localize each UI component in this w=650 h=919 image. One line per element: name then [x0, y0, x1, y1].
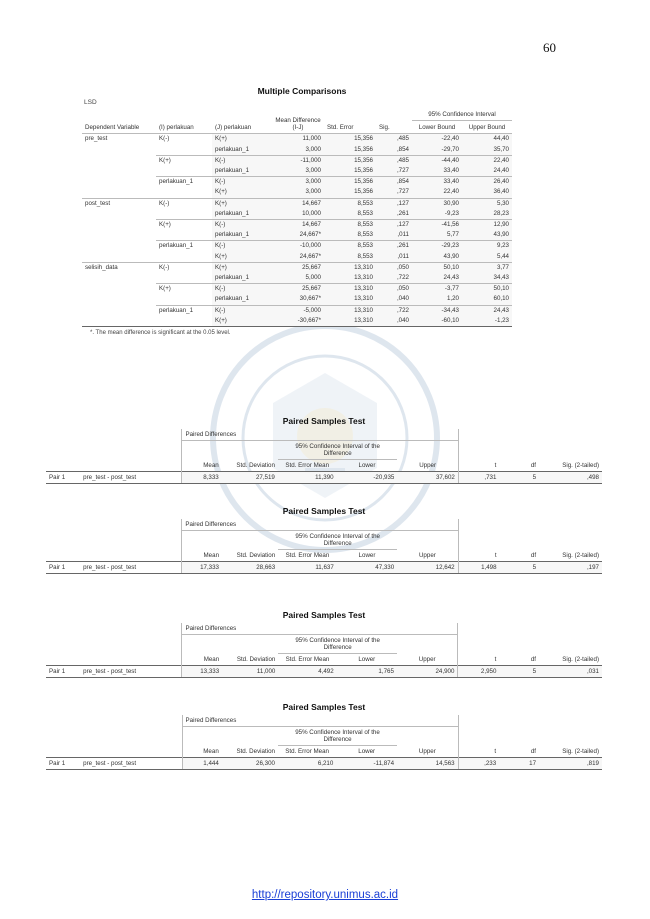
mean-difference-cell: -10,000 — [272, 241, 324, 252]
upper-header: Upper — [418, 656, 436, 663]
sig-cell: ,127 — [376, 198, 412, 209]
sig-cell: ,040 — [376, 316, 412, 327]
repository-link[interactable]: http://repository.unimus.ac.id — [251, 889, 399, 901]
sig-cell: ,854 — [376, 177, 412, 188]
lower-bound-cell: 1,20 — [412, 294, 462, 305]
lower-bound-cell: 30,90 — [412, 198, 462, 209]
multiple-comparisons-section — [82, 86, 522, 336]
j-perlakuan-cell: K(+) — [212, 262, 272, 273]
std-error-cell: 15,356 — [324, 177, 376, 188]
sig-cell: ,261 — [376, 241, 412, 252]
pair-variables: pre_test - post_test — [80, 758, 169, 770]
j-perlakuan-cell: perlakuan_1 — [212, 294, 272, 305]
comparison-row — [82, 273, 512, 284]
j-perlakuan-cell: perlakuan_1 — [212, 209, 272, 220]
header-upper-bound: Upper Bound — [468, 124, 506, 132]
dependent-variable-cell — [82, 284, 156, 295]
df-value: 5 — [499, 472, 539, 484]
j-perlakuan-cell: perlakuan_1 — [212, 166, 272, 177]
i-perlakuan-cell: K(+) — [156, 220, 212, 231]
paired-differences-header: Paired Differences — [182, 715, 458, 727]
sig-cell: ,050 — [376, 262, 412, 273]
dependent-variable-cell — [82, 241, 156, 252]
j-perlakuan-cell: K(+) — [212, 187, 272, 198]
mean-difference-cell: -30,667* — [272, 316, 324, 327]
lower-bound-cell: -29,23 — [412, 241, 462, 252]
header-dependent-variable: Dependent Variable — [85, 124, 140, 132]
comparison-row — [82, 187, 512, 198]
lower-header: Lower — [358, 748, 376, 755]
std-deviation-value: 28,663 — [222, 562, 278, 574]
pair-variables: pre_test - post_test — [80, 562, 169, 574]
std-error-cell: 15,356 — [324, 166, 376, 177]
mean-difference-cell: 25,667 — [272, 284, 324, 295]
comparison-row — [82, 252, 512, 263]
comparison-row — [82, 316, 512, 327]
std-error-cell: 8,553 — [324, 241, 376, 252]
paired-test-row — [46, 472, 602, 484]
comparison-row — [82, 177, 512, 188]
dependent-variable-cell — [82, 166, 156, 177]
sig-value: ,031 — [539, 666, 602, 678]
std-error-cell: 13,310 — [324, 294, 376, 305]
j-perlakuan-cell: perlakuan_1 — [212, 273, 272, 284]
mean-difference-cell: 3,000 — [272, 177, 324, 188]
std-error-mean-header: Std. Error Mean — [285, 462, 330, 469]
upper-bound-cell: 43,90 — [462, 230, 512, 241]
mean-difference-cell: -5,000 — [272, 305, 324, 316]
comparison-row — [82, 155, 512, 166]
header-j-perlakuan: (J) perlakuan — [215, 124, 252, 132]
header-std-error: Std. Error — [327, 124, 354, 132]
i-perlakuan-cell — [156, 145, 212, 156]
lower-bound-cell: -9,23 — [412, 209, 462, 220]
paired-test-title: Paired Samples Test — [282, 506, 366, 516]
pair-label: Pair 1 — [46, 758, 80, 770]
upper-bound-cell: 9,23 — [462, 241, 512, 252]
header-mean-difference: Mean Difference (I-J) — [275, 117, 321, 132]
upper-bound-cell: 26,40 — [462, 177, 512, 188]
dependent-variable-cell — [82, 220, 156, 231]
comparison-row — [82, 305, 512, 316]
std-error-cell: 15,356 — [324, 187, 376, 198]
dependent-variable-cell: selisih_data — [82, 262, 156, 273]
upper-bound-cell: 22,40 — [462, 155, 512, 166]
df-value: 17 — [499, 758, 539, 770]
lower-bound-cell: -29,70 — [412, 145, 462, 156]
upper-value: 37,602 — [397, 472, 458, 484]
upper-bound-cell: -1,23 — [462, 316, 512, 327]
mean-difference-cell: 3,000 — [272, 166, 324, 177]
sig-two-tailed-header: Sig. (2-tailed) — [562, 552, 599, 559]
sig-cell: ,127 — [376, 220, 412, 231]
std-error-cell: 8,553 — [324, 198, 376, 209]
j-perlakuan-cell: K(-) — [212, 305, 272, 316]
mean-difference-cell: 5,000 — [272, 273, 324, 284]
multiple-comparisons-title: Multiple Comparisons — [257, 86, 347, 96]
j-perlakuan-cell: K(-) — [212, 155, 272, 166]
comparison-row — [82, 134, 512, 145]
paired-samples-test-3 — [46, 610, 602, 678]
i-perlakuan-cell — [156, 166, 212, 177]
j-perlakuan-cell: K(+) — [212, 252, 272, 263]
page-number: 60 — [543, 40, 556, 55]
confidence-interval-header: 95% Confidence Interval of the Difference — [278, 635, 397, 654]
mean-value: 17,333 — [182, 562, 222, 574]
sig-two-tailed-header: Sig. (2-tailed) — [562, 656, 599, 663]
df-header: df — [530, 552, 537, 559]
upper-bound-cell: 12,90 — [462, 220, 512, 231]
comparison-row — [82, 294, 512, 305]
i-perlakuan-cell — [156, 294, 212, 305]
mean-difference-cell: 3,000 — [272, 187, 324, 198]
std-error-cell: 13,310 — [324, 273, 376, 284]
upper-value: 24,900 — [397, 666, 458, 678]
lower-bound-cell: 43,90 — [412, 252, 462, 263]
dependent-variable-cell — [82, 145, 156, 156]
mean-value: 13,333 — [182, 666, 222, 678]
sig-cell: ,727 — [376, 187, 412, 198]
sig-two-tailed-header: Sig. (2-tailed) — [562, 748, 599, 755]
std-error-mean-value: 6,210 — [278, 758, 336, 770]
paired-samples-test-4 — [46, 702, 602, 770]
upper-header: Upper — [419, 462, 437, 469]
dependent-variable-cell — [82, 316, 156, 327]
sig-cell: ,485 — [376, 134, 412, 145]
t-value: ,731 — [458, 472, 499, 484]
lower-bound-cell: 50,10 — [412, 262, 462, 273]
confidence-interval-header: 95% Confidence Interval of the Difference — [278, 727, 397, 746]
comparison-row — [82, 284, 512, 295]
std-error-cell: 13,310 — [324, 305, 376, 316]
paired-test-row — [46, 666, 602, 678]
upper-header: Upper — [418, 748, 436, 755]
lower-bound-cell: -41,56 — [412, 220, 462, 231]
comparison-row — [82, 262, 512, 273]
std-error-mean-header: Std. Error Mean — [285, 552, 330, 559]
std-deviation-header: Std. Deviation — [236, 656, 276, 663]
paired-samples-table — [46, 623, 602, 678]
comparison-row — [82, 145, 512, 156]
upper-bound-cell: 36,40 — [462, 187, 512, 198]
j-perlakuan-cell: perlakuan_1 — [212, 145, 272, 156]
sig-value: ,197 — [539, 562, 602, 574]
i-perlakuan-cell: K(+) — [156, 284, 212, 295]
upper-bound-cell: 34,43 — [462, 273, 512, 284]
i-perlakuan-cell: perlakuan_1 — [156, 241, 212, 252]
upper-value: 12,642 — [397, 562, 458, 574]
mean-difference-cell: 24,667* — [272, 252, 324, 263]
std-error-cell: 8,553 — [324, 230, 376, 241]
upper-value: 14,563 — [397, 758, 458, 770]
j-perlakuan-cell: K(-) — [212, 284, 272, 295]
lower-value: -20,935 — [337, 472, 398, 484]
lower-value: 47,330 — [337, 562, 397, 574]
mean-difference-cell: 24,667* — [272, 230, 324, 241]
header-lower-bound: Lower Bound — [418, 124, 456, 132]
lower-bound-cell: 24,43 — [412, 273, 462, 284]
paired-samples-table — [46, 715, 602, 770]
lower-value: -11,874 — [336, 758, 397, 770]
sig-two-tailed-header: Sig. (2-tailed) — [562, 462, 599, 469]
lower-bound-cell: 22,40 — [412, 187, 462, 198]
pair-label: Pair 1 — [46, 562, 80, 574]
upper-bound-cell: 3,77 — [462, 262, 512, 273]
std-error-mean-value: 4,492 — [278, 666, 336, 678]
std-error-mean-header: Std. Error Mean — [285, 748, 329, 755]
std-error-mean-value: 11,637 — [278, 562, 337, 574]
lower-header: Lower — [358, 656, 376, 663]
confidence-interval-header: 95% Confidence Interval of the Difference — [278, 441, 397, 460]
sig-cell: ,722 — [376, 273, 412, 284]
paired-samples-table — [46, 429, 602, 484]
std-error-cell: 8,553 — [324, 252, 376, 263]
upper-bound-cell: 35,70 — [462, 145, 512, 156]
pair-variables: pre_test - post_test — [80, 666, 169, 678]
j-perlakuan-cell: K(+) — [212, 134, 272, 145]
confidence-interval-header: 95% Confidence Interval of the Difference — [278, 531, 397, 550]
significance-footnote: *. The mean difference is significant at the 0.05 level. — [90, 330, 231, 337]
lower-bound-cell: 5,77 — [412, 230, 462, 241]
mean-difference-cell: 14,667 — [272, 220, 324, 231]
header-sig: Sig. — [379, 124, 390, 132]
df-value: 5 — [499, 666, 539, 678]
comparison-row — [82, 198, 512, 209]
pair-label: Pair 1 — [46, 472, 80, 484]
paired-samples-test-1 — [46, 416, 602, 484]
mean-difference-cell: -11,000 — [272, 155, 324, 166]
lower-bound-cell: -60,10 — [412, 316, 462, 327]
std-error-mean-header: Std. Error Mean — [285, 656, 330, 663]
header-confidence-interval: 95% Confidence Interval — [412, 108, 512, 121]
i-perlakuan-cell — [156, 209, 212, 220]
df-header: df — [530, 656, 537, 663]
lower-bound-cell: 33,40 — [412, 177, 462, 188]
std-deviation-value: 27,519 — [222, 472, 278, 484]
j-perlakuan-cell: K(+) — [212, 198, 272, 209]
sig-cell: ,485 — [376, 155, 412, 166]
df-header: df — [530, 462, 537, 469]
i-perlakuan-cell: K(+) — [156, 155, 212, 166]
t-value: 2,950 — [458, 666, 499, 678]
lower-header: Lower — [358, 462, 376, 469]
std-deviation-value: 11,000 — [222, 666, 278, 678]
upper-bound-cell: 24,40 — [462, 166, 512, 177]
lower-bound-cell: 33,40 — [412, 166, 462, 177]
std-error-cell: 15,356 — [324, 155, 376, 166]
sig-cell: ,011 — [376, 252, 412, 263]
dependent-variable-cell — [82, 252, 156, 263]
std-error-cell: 15,356 — [324, 134, 376, 145]
mean-header: Mean — [182, 550, 222, 562]
df-header: df — [530, 748, 537, 755]
df-value: 5 — [500, 562, 540, 574]
mean-difference-cell: 11,000 — [272, 134, 324, 145]
comparison-row — [82, 209, 512, 220]
mean-value: 1,444 — [182, 758, 222, 770]
sig-cell: ,040 — [376, 294, 412, 305]
paired-samples-table — [46, 519, 602, 574]
upper-bound-cell: 44,40 — [462, 134, 512, 145]
upper-bound-cell: 24,43 — [462, 305, 512, 316]
comparison-row — [82, 241, 512, 252]
t-value: 1,498 — [458, 562, 499, 574]
header-i-perlakuan: (I) perlakuan — [159, 124, 194, 132]
mean-value: 8,333 — [182, 472, 222, 484]
paired-test-row — [46, 758, 602, 770]
comparison-row — [82, 230, 512, 241]
lower-header: Lower — [358, 552, 376, 559]
upper-header: Upper — [418, 552, 436, 559]
comparison-row — [82, 166, 512, 177]
mean-header: Mean — [182, 460, 222, 472]
dependent-variable-cell: pre_test — [82, 134, 156, 145]
mean-header: Mean — [182, 746, 222, 758]
dependent-variable-cell — [82, 155, 156, 166]
paired-differences-header: Paired Differences — [182, 519, 458, 531]
paired-differences-header: Paired Differences — [182, 623, 458, 635]
mean-difference-cell: 10,000 — [272, 209, 324, 220]
sig-value: ,819 — [539, 758, 602, 770]
std-deviation-header: Std. Deviation — [236, 462, 275, 469]
i-perlakuan-cell: K(-) — [156, 198, 212, 209]
comparison-row — [82, 220, 512, 231]
paired-samples-test-2 — [46, 506, 602, 574]
mean-header: Mean — [182, 654, 222, 666]
paired-differences-header: Paired Differences — [182, 429, 458, 441]
sig-cell: ,854 — [376, 145, 412, 156]
std-error-cell: 8,553 — [324, 220, 376, 231]
upper-bound-cell: 5,30 — [462, 198, 512, 209]
t-header: t — [458, 654, 499, 666]
i-perlakuan-cell — [156, 187, 212, 198]
std-error-cell: 13,310 — [324, 316, 376, 327]
t-header: t — [458, 746, 499, 758]
std-error-cell: 13,310 — [324, 284, 376, 295]
lower-bound-cell: -44,40 — [412, 155, 462, 166]
i-perlakuan-cell — [156, 252, 212, 263]
sig-cell: ,011 — [376, 230, 412, 241]
lower-bound-cell: -34,43 — [412, 305, 462, 316]
mean-difference-cell: 25,667 — [272, 262, 324, 273]
j-perlakuan-cell: K(-) — [212, 241, 272, 252]
i-perlakuan-cell — [156, 273, 212, 284]
lower-bound-cell: -22,40 — [412, 134, 462, 145]
dependent-variable-cell — [82, 305, 156, 316]
sig-cell: ,050 — [376, 284, 412, 295]
std-deviation-value: 26,300 — [222, 758, 278, 770]
i-perlakuan-cell: K(-) — [156, 262, 212, 273]
multiple-comparisons-table — [82, 108, 512, 327]
dependent-variable-cell — [82, 294, 156, 305]
sig-cell: ,722 — [376, 305, 412, 316]
t-header: t — [458, 550, 499, 562]
mean-difference-cell: 3,000 — [272, 145, 324, 156]
dependent-variable-cell — [82, 230, 156, 241]
std-error-mean-value: 11,390 — [278, 472, 337, 484]
upper-bound-cell: 60,10 — [462, 294, 512, 305]
paired-test-row — [46, 562, 602, 574]
j-perlakuan-cell: K(-) — [212, 220, 272, 231]
t-value: ,233 — [458, 758, 499, 770]
paired-test-title: Paired Samples Test — [282, 610, 366, 620]
mean-difference-cell: 30,667* — [272, 294, 324, 305]
std-error-cell: 15,356 — [324, 145, 376, 156]
std-deviation-header: Std. Deviation — [236, 552, 276, 559]
j-perlakuan-cell: K(-) — [212, 177, 272, 188]
i-perlakuan-cell: perlakuan_1 — [156, 305, 212, 316]
j-perlakuan-cell: perlakuan_1 — [212, 230, 272, 241]
method-label: LSD — [84, 99, 97, 106]
std-deviation-header: Std. Deviation — [236, 748, 275, 755]
mean-difference-cell: 14,667 — [272, 198, 324, 209]
std-error-cell: 13,310 — [324, 262, 376, 273]
sig-cell: ,261 — [376, 209, 412, 220]
sig-cell: ,727 — [376, 166, 412, 177]
pair-variables: pre_test - post_test — [80, 472, 169, 484]
pair-label: Pair 1 — [46, 666, 80, 678]
lower-bound-cell: -3,77 — [412, 284, 462, 295]
sig-value: ,498 — [539, 472, 602, 484]
dependent-variable-cell — [82, 177, 156, 188]
dependent-variable-cell — [82, 209, 156, 220]
i-perlakuan-cell: K(-) — [156, 134, 212, 145]
upper-bound-cell: 28,23 — [462, 209, 512, 220]
lower-value: 1,765 — [337, 666, 397, 678]
dependent-variable-cell — [82, 187, 156, 198]
t-header: t — [458, 460, 499, 472]
paired-test-title: Paired Samples Test — [282, 702, 366, 712]
paired-test-title: Paired Samples Test — [282, 416, 366, 426]
i-perlakuan-cell — [156, 316, 212, 327]
dependent-variable-cell — [82, 273, 156, 284]
upper-bound-cell: 50,10 — [462, 284, 512, 295]
i-perlakuan-cell — [156, 230, 212, 241]
dependent-variable-cell: post_test — [82, 198, 156, 209]
std-error-cell: 8,553 — [324, 209, 376, 220]
upper-bound-cell: 5,44 — [462, 252, 512, 263]
j-perlakuan-cell: K(+) — [212, 316, 272, 327]
i-perlakuan-cell: perlakuan_1 — [156, 177, 212, 188]
